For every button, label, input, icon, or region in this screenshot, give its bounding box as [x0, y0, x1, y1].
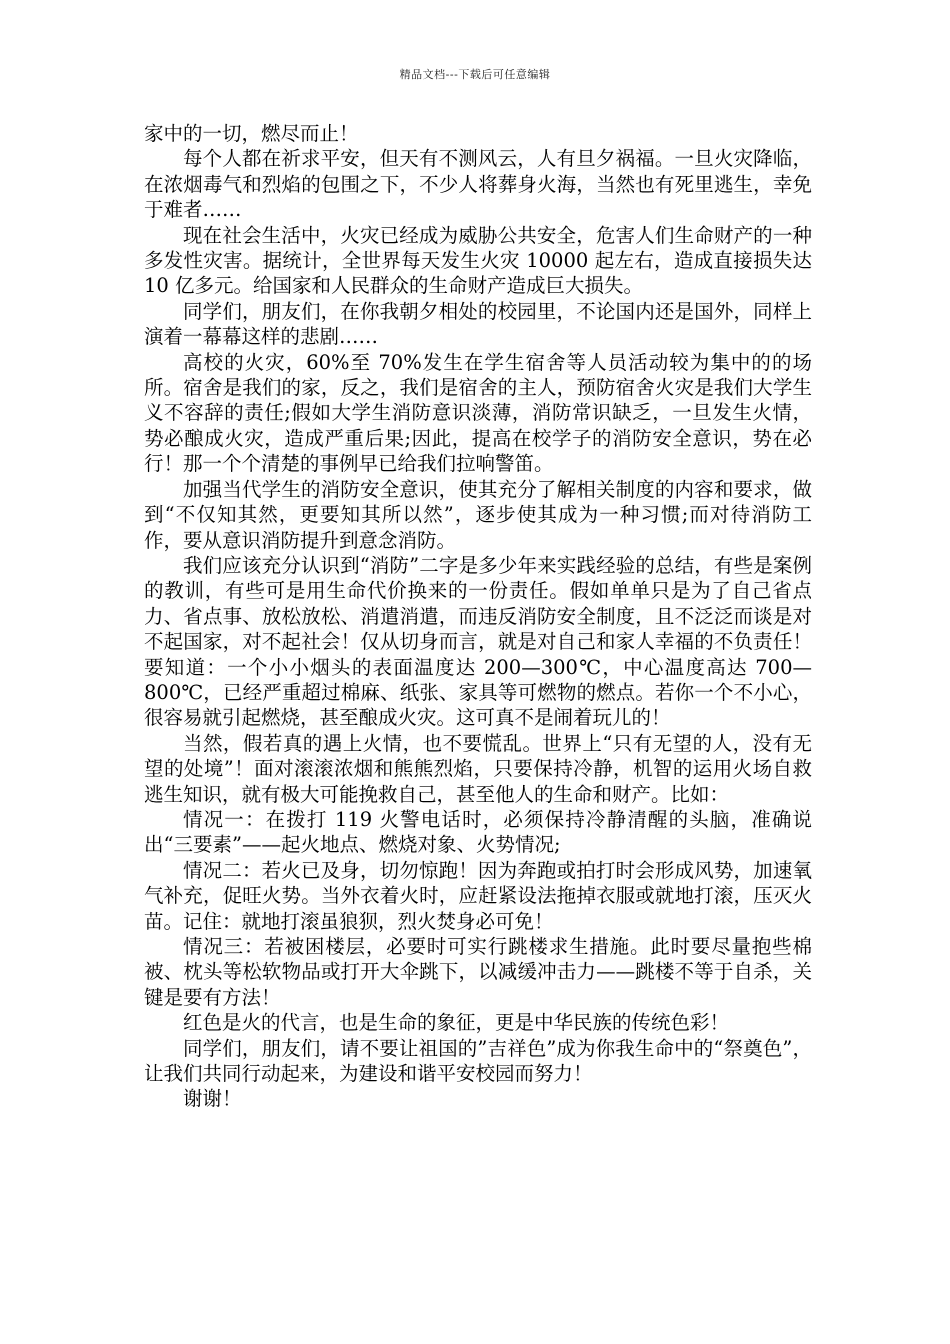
paragraph: 家中的一切，燃尽而止！: [144, 122, 359, 145]
paragraph: 谢谢！: [183, 1087, 242, 1111]
paragraph: 情况一：在拨打 119 火警电话时，必须保持冷静清醒的头脑，准确说出“三要素”——起火地点、燃烧对象、火势情况;: [144, 807, 812, 857]
paragraph: 每个人都在祈求平安，但天有不测风云，人有旦夕祸福。一旦火灾降临，在浓烟毒气和烈焰的包围之下，不少人将葬身火海，当然也有死里逃生，幸免于难者……: [144, 147, 812, 222]
paragraph: 当然，假若真的遇上火情，也不要慌乱。世界上“只有无望的人，没有无望的处境”！面对滚滚浓烟和熊熊烈焰，只要保持冷静，机智的运用火场自救逃生知识，就有极大可能挽救自己，甚至他人的生命和财产。比如：: [144, 731, 812, 806]
paragraph: 同学们，朋友们，在你我朝夕相处的校园里，不论国内还是国外，同样上演着一幕幕这样的悲剧……: [144, 299, 812, 349]
paragraph: 同学们，朋友们，请不要让祖国的”吉祥色”成为你我生命中的“祭奠色”，让我们共同行动起来，为建设和谐平安校园而努力！: [144, 1036, 812, 1086]
paragraph: 现在社会生活中，火灾已经成为威胁公共安全，危害人们生命财产的一种多发性灾害。据统计，全世界每天发生火灾 10000 起左右，造成直接损失达 10 亿多元。给国家和人民群众的生命财产造成巨大损失。: [144, 223, 812, 298]
paragraph: 高校的火灾，60%至 70%发生在学生宿舍等人员活动较为集中的的场所。宿舍是我们的家，反之，我们是宿舍的主人，预防宿舍火灾是我们大学生义不容辞的责任;假如大学生消防意识淡薄，消防常识缺乏，一旦发生火情，势必酿成火灾，造成严重后果;因此，提高在校学子的消防安全意识，势在必行！那一个个清楚的事例早已给我们拉响警笛。: [144, 350, 812, 476]
paragraph: 红色是火的代言，也是生命的象征，更是中华民族的传统色彩！: [183, 1011, 730, 1035]
paragraph: 情况三：若被困楼层，必要时可实行跳楼求生措施。此时要尽量抱些棉被、枕头等松软物品或打开大伞跳下，以减缓冲击力——跳楼不等于自杀，关键是要有方法！: [144, 935, 812, 1009]
page-header: 精品文档---下载后可任意编辑: [399, 68, 551, 81]
paragraph: 我们应该充分认识到“消防”二字是多少年来实践经验的总结，有些是案例的教训，有些可是用生命代价换来的一份责任。假如单单只是为了自己省点力、省点事、放松放松、消遣消遣，而违反消防安全制度，且不泛泛而谈是对不起国家，对不起社会！仅从切身而言，就是对自己和家人幸福的不负责任！要知道：一个小小烟头的表面温度达 200—300℃，中心温度高达 700—800℃，已经严重超过棉麻、纸张、家具等可燃物的燃点。若你一个不小心，很容易就引起燃烧，甚至酿成火灾。这可真不是闹着玩儿的！: [144, 553, 812, 730]
paragraph: 情况二：若火已及身，切勿惊跑！因为奔跑或拍打时会形成风势，加速氧气补充，促旺火势。当外衣着火时，应赶紧设法拖掉衣服或就地打滚，压灭火苗。记住：就地打滚虽狼狈，烈火焚身必可免！: [144, 858, 812, 933]
paragraph: 加强当代学生的消防安全意识，使其充分了解相关制度的内容和要求，做到“不仅知其然，更要知其所以然”，逐步使其成为一种习惯;而对待消防工作，要从意识消防提升到意念消防。: [144, 477, 812, 552]
document-body: [144, 121, 812, 1112]
